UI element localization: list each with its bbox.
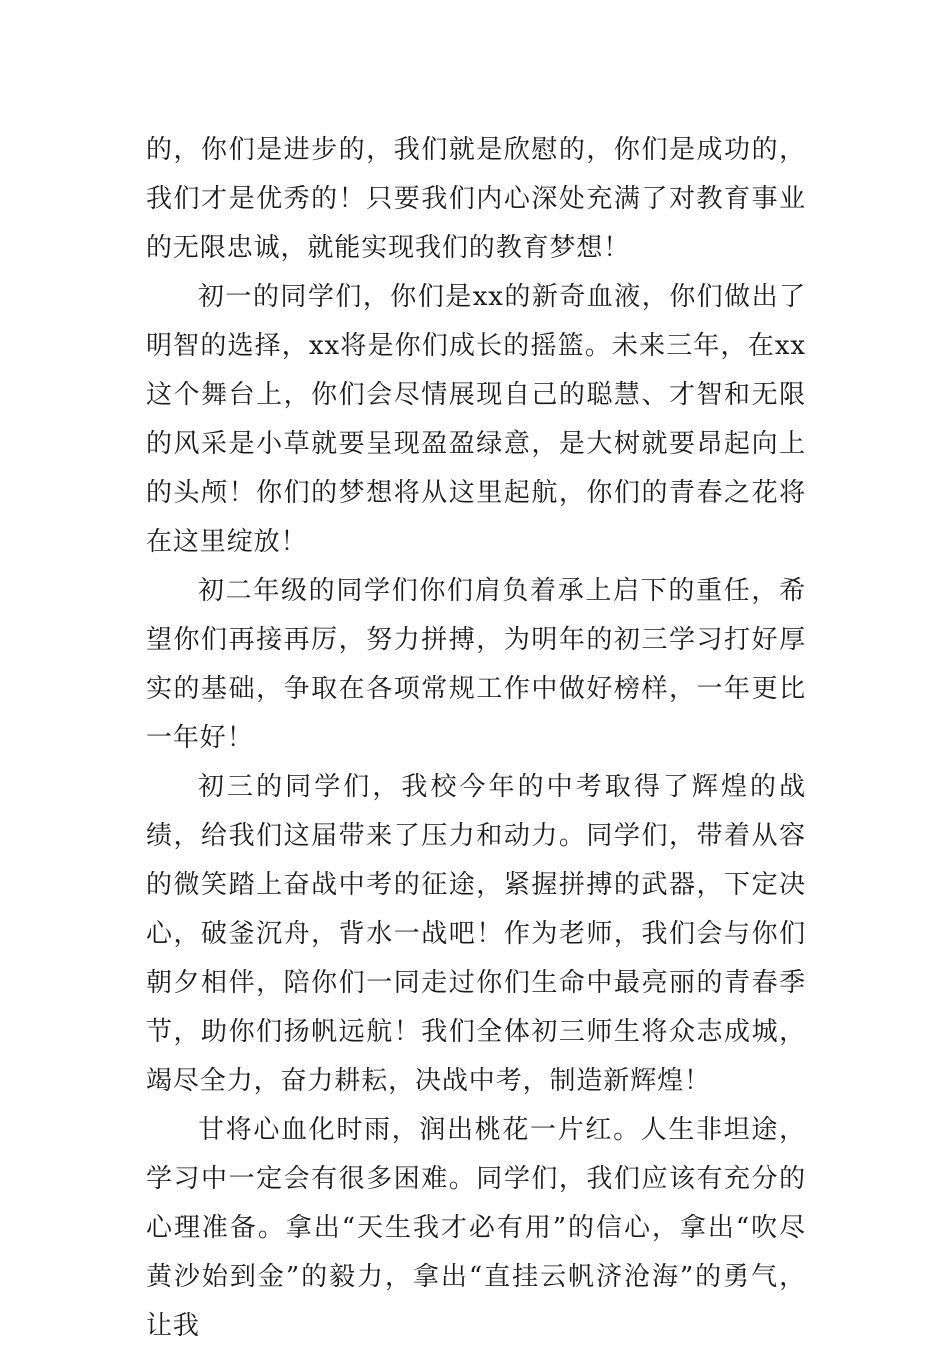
paragraph-5: 甘将心血化时雨，润出桃花一片红。人生非坦途，学习中一定会有很多困难。同学们，我们应该有充分的心理准备。拿出“天生我才必有用”的信心，拿出“吹尽黄沙始到金”的毅力，拿出“直挂云帆济沧海”的勇气，让我	[146, 1115, 806, 1341]
paragraph-2: 初一的同学们，你们是xx的新奇血液，你们做出了明智的选择，xx将是你们成长的摇篮。未来三年，在xx这个舞台上，你们会尽情展现自己的聪慧、才智和无限的风采是小草就要呈现盈盈绿意，是大树就要昂起向上的头颅！你们的梦想将从这里起航，你们的青春之花将在这里绽放！	[146, 282, 806, 557]
paragraph-1: 的，你们是进步的，我们就是欣慰的，你们是成功的，我们才是优秀的！只要我们内心深处充满了对教育事业的无限忠诚，就能实现我们的教育梦想！	[146, 135, 806, 263]
document-body	[146, 126, 806, 1351]
paragraph-4: 初三的同学们，我校今年的中考取得了辉煌的战绩，给我们这届带来了压力和动力。同学们，带着从容的微笑踏上奋战中考的征途，紧握拼搏的武器，下定决心，破釜沉舟，背水一战吧！作为老师，我们会与你们朝夕相伴，陪你们一同走过你们生命中最亮丽的青春季节，助你们扬帆远航！我们全体初三师生将众志成城，竭尽全力，奋力耕耘，决战中考，制造新辉煌！	[146, 772, 806, 1096]
paragraph-3: 初二年级的同学们你们肩负着承上启下的重任，希望你们再接再厉，努力拼搏，为明年的初三学习打好厚实的基础，争取在各项常规工作中做好榜样，一年更比一年好！	[146, 576, 806, 753]
